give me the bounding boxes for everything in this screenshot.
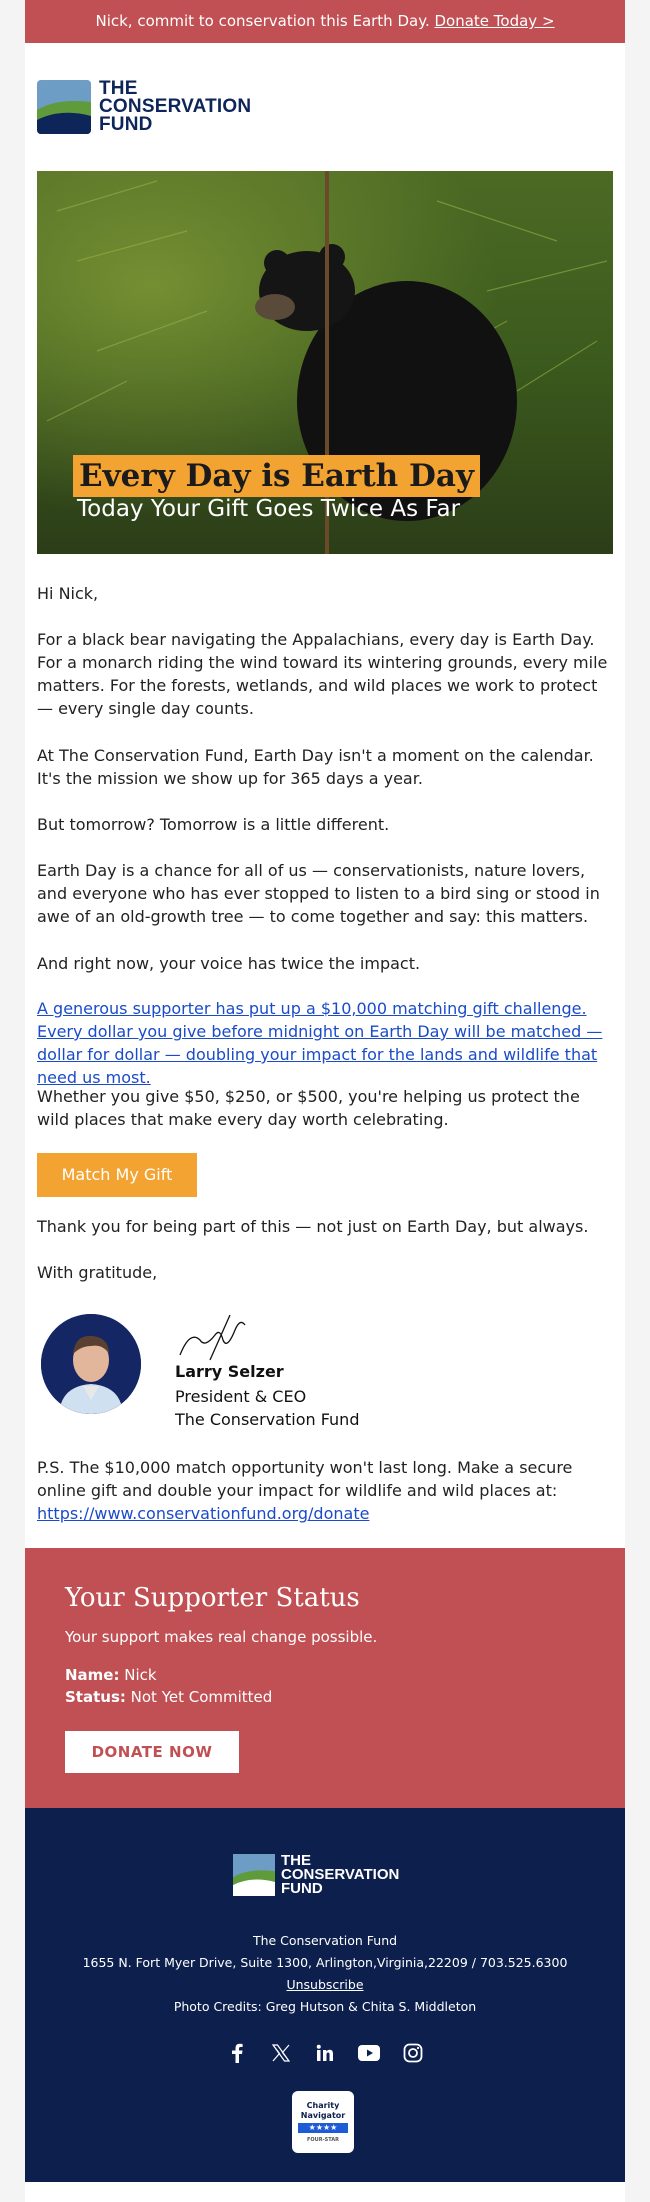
logo-line: FUND	[281, 1880, 323, 1897]
paragraph: And right now, your voice has twice the impact.	[37, 954, 421, 973]
top-banner	[25, 0, 625, 43]
paragraph: At The Conservation Fund, Earth Day isn't a moment on the calendar. It's the mission we show up for 365 days a year.	[37, 746, 594, 788]
signer-name: Larry Selzer	[175, 1362, 284, 1381]
paragraph: Thank you for being part of this — not just on Earth Day, but always.	[37, 1217, 589, 1236]
footer	[25, 1808, 625, 2182]
supporter-status-section	[25, 1548, 625, 1808]
brand-logo[interactable]	[37, 80, 251, 134]
handwritten-signature	[175, 1310, 255, 1365]
logo-line: THE	[99, 78, 138, 99]
closing: With gratitude,	[37, 1263, 158, 1282]
name-label: Name:	[65, 1666, 120, 1684]
logo-line: CONSERVATION	[99, 96, 252, 117]
footer-org: The Conservation Fund	[252, 1933, 398, 1948]
status-name-row	[65, 1666, 157, 1684]
instagram-icon[interactable]	[400, 2040, 426, 2066]
greeting: Hi Nick,	[37, 584, 99, 603]
signer-title	[175, 1385, 359, 1431]
footer-unsubscribe-row	[25, 1977, 625, 1992]
hero-image[interactable]	[37, 171, 613, 554]
donate-today-link[interactable]: Donate Today >	[434, 12, 555, 30]
signature-block	[37, 1310, 613, 1440]
email-container	[25, 0, 625, 2202]
status-state-row	[65, 1688, 272, 1706]
charity-navigator-badge[interactable]	[292, 2091, 354, 2153]
linkedin-icon[interactable]	[312, 2040, 338, 2066]
avatar	[41, 1314, 141, 1414]
youtube-icon[interactable]	[356, 2040, 382, 2066]
matching-gift-paragraph	[37, 997, 613, 1089]
status-subheading: Your support makes real change possible.	[65, 1628, 378, 1646]
footer-address: 1655 N. Fort Myer Drive, Suite 1300, Arlington,Virginia,22209 / 703.525.6300	[82, 1955, 568, 1970]
badge-line: Charity	[306, 2101, 340, 2110]
logo-line: THE	[281, 1852, 311, 1869]
paragraph: For a black bear navigating the Appalachians, every day is Earth Day. For a monarch riding the wind toward its wintering grounds, every mile matters. For the forests, wetlands, and wild places we work to protect — every single day counts.	[37, 630, 608, 718]
logo-line: FUND	[99, 114, 153, 135]
badge-subtext: FOUR-STAR	[307, 2137, 339, 2143]
donate-url-link[interactable]: https://www.conservationfund.org/donate	[37, 1504, 370, 1523]
hero-title: Every Day is Earth Day	[73, 455, 480, 497]
match-my-gift-button[interactable]: Match My Gift	[37, 1153, 197, 1197]
signer-org: The Conservation Fund	[175, 1410, 360, 1429]
badge-stars: ★★★★	[298, 2123, 348, 2133]
paragraph: But tomorrow? Tomorrow is a little different.	[37, 815, 390, 834]
footer-logo[interactable]	[233, 1854, 399, 1896]
unsubscribe-link[interactable]: Unsubscribe	[286, 1977, 364, 1992]
facebook-icon[interactable]	[224, 2040, 250, 2066]
matching-gift-link[interactable]: A generous supporter has put up a $10,000 matching gift challenge. Every dollar you give before midnight on Earth Day will be matched — dollar for dollar — doubling your impact for the lands and wildlife that need us most.	[37, 999, 603, 1087]
status-badge: Not Yet Committed	[130, 1688, 273, 1706]
status-heading: Your Supporter Status	[65, 1583, 360, 1613]
footer-credits: Photo Credits: Greg Hutson & Chita S. Middleton	[173, 1999, 477, 2014]
logo-mark-icon	[233, 1854, 275, 1896]
badge-line: Navigator	[300, 2111, 346, 2120]
logo-mark-icon	[37, 80, 91, 134]
logo-wordmark	[99, 80, 251, 134]
x-twitter-icon[interactable]	[268, 2040, 294, 2066]
paragraph: Whether you give $50, $250, or $500, you're helping us protect the wild places that make every day worth celebrating.	[37, 1087, 580, 1129]
top-banner-text: Nick, commit to conservation this Earth Day.	[95, 12, 430, 30]
hero-subtitle: Today Your Gift Goes Twice As Far	[77, 496, 461, 522]
name-value: Nick	[124, 1666, 157, 1684]
logo-line: CONSERVATION	[281, 1866, 400, 1883]
footer-wordmark	[281, 1854, 399, 1896]
status-label: Status:	[65, 1688, 126, 1706]
donate-now-button[interactable]: DONATE NOW	[65, 1731, 239, 1773]
social-links	[25, 2040, 625, 2066]
postscript	[37, 1456, 613, 1525]
signer-role: President & CEO	[175, 1387, 307, 1406]
paragraph: Earth Day is a chance for all of us — conservationists, nature lovers, and everyone who has ever stopped to listen to a bird sing or stood in awe of an old-growth tree — to come together and say: this matters.	[37, 861, 600, 926]
postscript-text: P.S. The $10,000 match opportunity won't last long. Make a secure online gift and double your impact for wildlife and wild places at:	[37, 1458, 573, 1500]
